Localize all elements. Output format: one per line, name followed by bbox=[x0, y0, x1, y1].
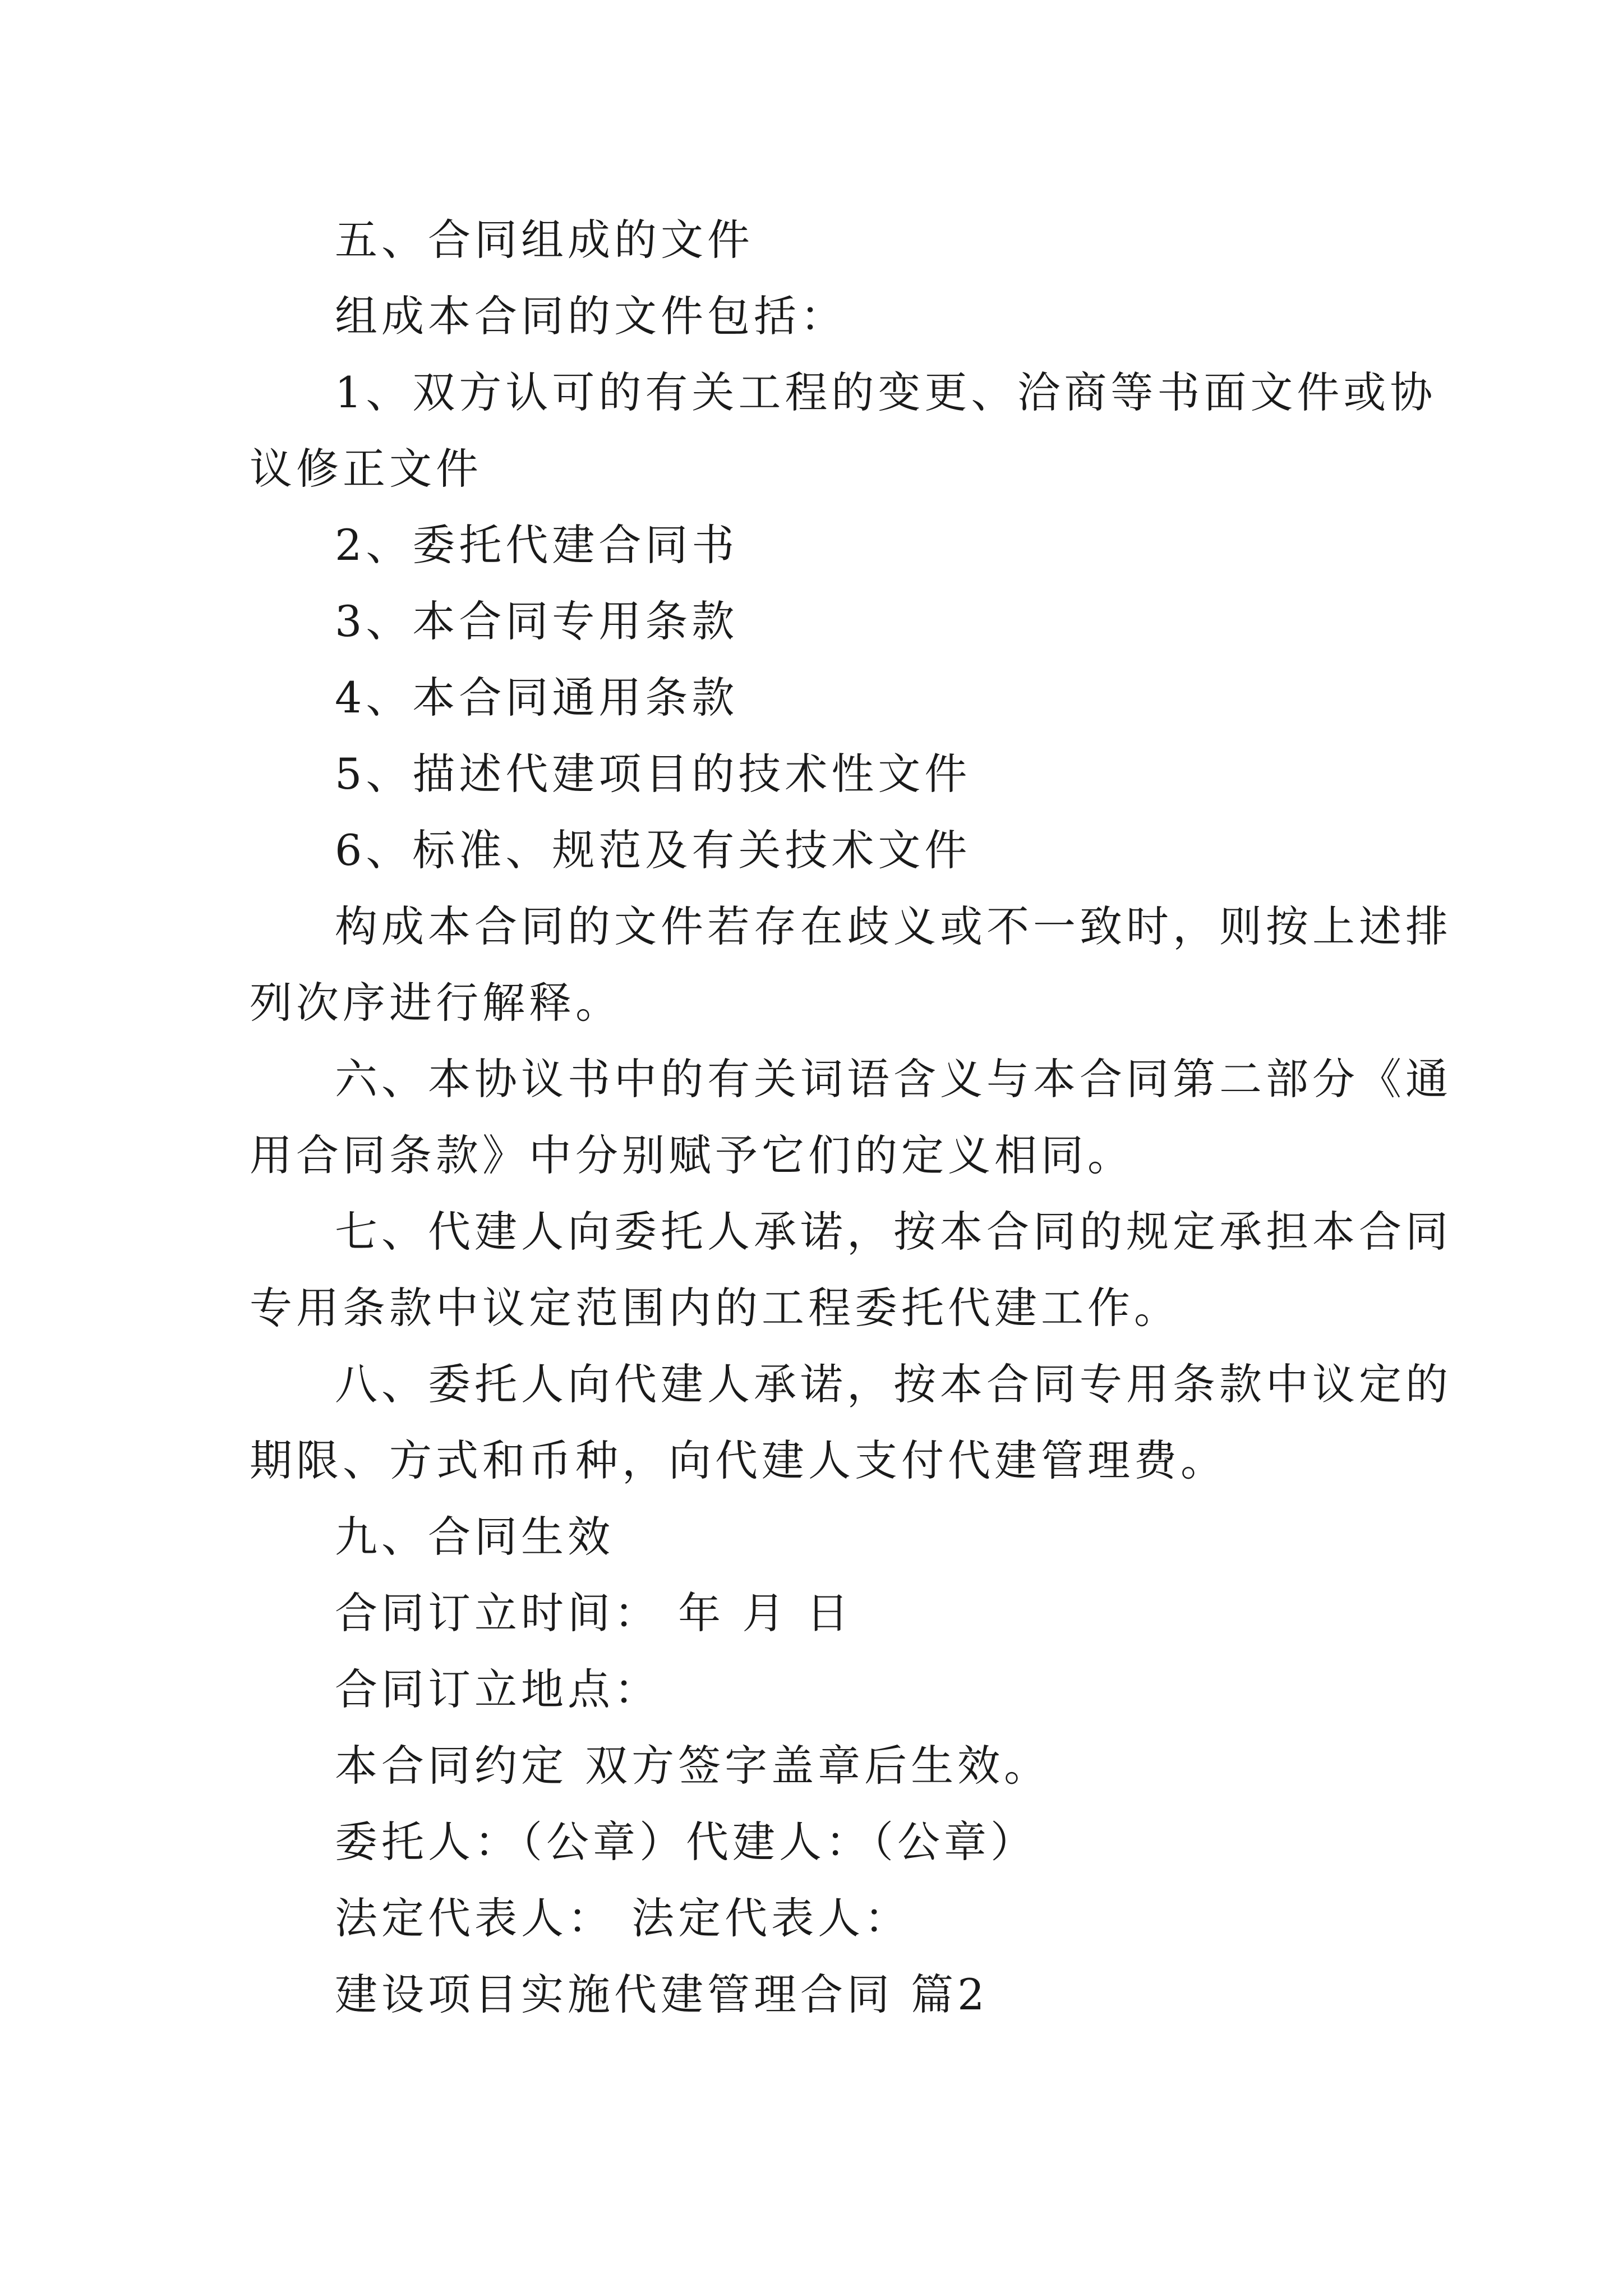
list-item: 3、本合同专用条款 bbox=[335, 596, 739, 646]
paragraph: 本合同约定 双方签字盖章后生效。 bbox=[335, 1741, 1051, 1791]
section-heading: 五、合同组成的文件 bbox=[335, 215, 754, 265]
paragraph-continuation: 期限、方式和币种，向代建人支付代建管理费。 bbox=[250, 1435, 1227, 1485]
section-heading: 九、合同生效 bbox=[335, 1512, 614, 1562]
list-item: 1、双方认可的有关工程的变更、洽商等书面文件或协 bbox=[335, 367, 1437, 417]
paragraph-continuation: 专用条款中议定范围内的工程委托代建工作。 bbox=[250, 1283, 1181, 1333]
list-item: 4、本合同通用条款 bbox=[335, 673, 739, 723]
list-item-continuation: 议修正文件 bbox=[250, 444, 482, 494]
section-paragraph: 八、委托人向代建人承诺，按本合同专用条款中议定的 bbox=[335, 1359, 1452, 1409]
list-item: 2、委托代建合同书 bbox=[335, 520, 739, 570]
legal-representative-line: 法定代表人： 法定代表人： bbox=[335, 1893, 911, 1943]
contract-place-line: 合同订立地点： bbox=[335, 1664, 661, 1714]
section-paragraph: 七、代建人向委托人承诺，按本合同的规定承担本合同 bbox=[335, 1207, 1452, 1257]
list-item: 5、描述代建项目的技术性文件 bbox=[335, 749, 971, 799]
list-item: 6、标准、规范及有关技术文件 bbox=[335, 825, 971, 875]
paragraph: 组成本合同的文件包括： bbox=[335, 291, 847, 341]
paragraph: 构成本合同的文件若存在歧义或不一致时，则按上述排 bbox=[335, 901, 1452, 951]
document-body bbox=[250, 202, 1452, 2033]
contract-date-line: 合同订立时间： 年 月 日 bbox=[335, 1588, 853, 1638]
paragraph-continuation: 用合同条款》中分别赋予它们的定义相同。 bbox=[250, 1130, 1134, 1180]
signature-parties-line: 委托人：（公章）代建人：（公章） bbox=[335, 1817, 1037, 1867]
paragraph-continuation: 列次序进行解释。 bbox=[250, 978, 622, 1028]
section-paragraph: 六、本协议书中的有关词语含义与本合同第二部分《通 bbox=[335, 1054, 1452, 1104]
next-section-title: 建设项目实施代建管理合同 篇2 bbox=[335, 1970, 989, 2019]
